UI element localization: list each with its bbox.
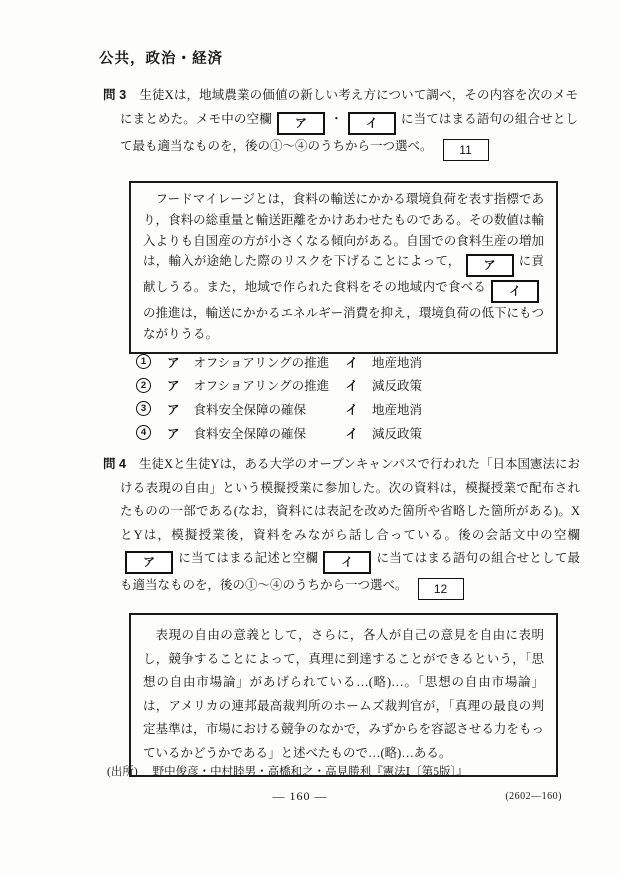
q3-memo-after-i: の推進は，輸送にかかるエネルギー消費を抑え，環境負荷の低下にもつながりうる。 — [143, 306, 544, 342]
option-i-label: イ — [345, 355, 359, 370]
q4-intro-after-i: に当てはまる語句の組合せとして最も適当なものを，後の①～④のうちから一つ選べ。 — [120, 551, 580, 592]
option-i-label: イ — [345, 426, 359, 441]
circled-number-3-icon: 3 — [136, 401, 151, 416]
question-3-label: 問 3 — [103, 88, 127, 102]
q4-intro-before-a: 生徒Xと生徒Yは，ある大学のオープンキャンパスで行われた「日本国憲法における表現の自由」という模擬授業に参加した。次の資料は，模擬授業で配布されたものの一部である(なお，資料には表記を改めた箇所や省略した箇所がある)。XとYは，模擬授業後，資料をみながら話し合っている。後の会話文中の空欄 — [120, 457, 580, 542]
question-4-text — [103, 453, 580, 600]
q3-memo-blank-box-a: ア — [466, 254, 514, 277]
q3-intro-after-i: に当てはまる語句の組合せとして最も適当なものを，後の①～④のうちから一つ選べ。 — [120, 111, 578, 153]
source-text: 野中俊彦・中村睦男・高橋和之・高見勝利『憲法Ⅰ〔第5版〕』 — [152, 766, 468, 778]
source-citation — [107, 763, 468, 779]
q3-memo-before-a: フードマイレージとは，食料の輸送にかかる環境負荷を表す指標であり，食料の総重量と輸送距離をかけあわせたものである。その数値は輸入よりも自国産の方が小さくなる傾向がある。自国での食料生産の増加は，輸入が途絶した際のリスクを下げることによって， — [143, 192, 544, 269]
option-a-label: ア — [167, 426, 180, 441]
q3-answer-number-box: 11 — [443, 139, 489, 161]
q3-option-3 — [136, 397, 422, 421]
option-i-value: 地産地消 — [372, 402, 423, 417]
q4-blank-box-a: ア — [125, 551, 173, 574]
q3-option-2 — [136, 374, 422, 398]
option-i-label: イ — [345, 402, 359, 417]
option-a-label: ア — [167, 379, 180, 394]
option-i-value: 減反政策 — [372, 379, 423, 394]
option-a-value: 食料安全保障の確保 — [193, 426, 307, 441]
q3-blank-separator: ・ — [329, 111, 343, 126]
q3-intro-before-a: 生徒Xは，地域農業の価値の新しい考え方について調べ，その内容を次のメモにまとめた。メモ中の空欄 — [120, 88, 578, 126]
q3-option-1 — [136, 350, 422, 374]
q3-memo-blank-box-i: イ — [491, 280, 539, 303]
source-label: (出所) — [107, 766, 138, 778]
option-a-value: 食料安全保障の確保 — [193, 402, 307, 417]
option-i-label: イ — [345, 379, 359, 394]
question-4-label: 問 4 — [103, 457, 126, 471]
q4-answer-number-box: 12 — [418, 578, 464, 600]
page-title: 公共，政治・経済 — [99, 51, 223, 67]
q4-resource-text: 表現の自由の意義として，さらに，各人が自己の意見を自由に表明し，競争することによって，真理に到達することができるという，「思想の自由市場論」があげられている…(略)…。「思想の自由市場論」は，アメリカの連邦最高裁判所のホームズ裁判官が，「真理の最良の判定基準は，市場における競争のなかで，みずからを容認させる力をもっているかどうかである」と述べたもので…(略)…ある。 — [143, 628, 544, 760]
q4-resource-box — [129, 613, 558, 777]
option-i-value: 地産地消 — [372, 355, 423, 370]
q3-memo-between: に貢献しうる。また，地域で作られた食料をその地域内で食べる — [143, 254, 544, 295]
q4-blank-box-i: イ — [323, 551, 371, 574]
q4-intro-between: に当てはまる記述と空欄 — [178, 551, 319, 565]
option-i-value: 減反政策 — [372, 426, 423, 441]
question-3-text — [103, 84, 578, 161]
q3-options — [136, 350, 422, 444]
option-a-label: ア — [167, 402, 180, 417]
document-code: (2602—160) — [505, 791, 562, 802]
option-a-value: オフショアリングの推進 — [193, 379, 330, 394]
circled-number-2-icon: 2 — [136, 378, 151, 393]
q3-blank-box-i: イ — [348, 112, 396, 135]
q3-memo-text — [131, 183, 556, 352]
option-a-value: オフショアリングの推進 — [193, 355, 330, 370]
option-a-label: ア — [167, 355, 180, 370]
circled-number-1-icon: 1 — [136, 354, 151, 369]
page-number: — 160 — — [272, 789, 328, 803]
q3-memo-box — [129, 181, 558, 354]
circled-number-4-icon: 4 — [136, 425, 151, 440]
q3-blank-box-a: ア — [277, 112, 325, 135]
q3-option-4 — [136, 421, 422, 445]
